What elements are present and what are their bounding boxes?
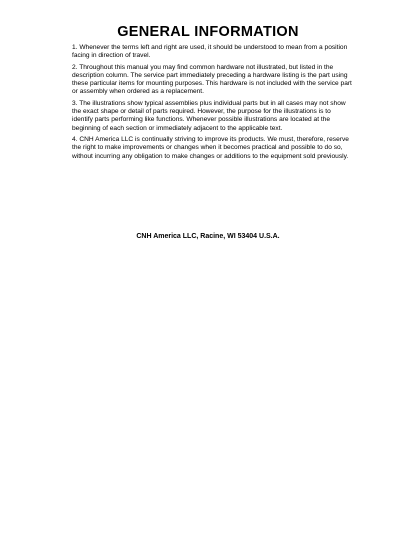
paragraph-1: 1. Whenever the terms left and right are used, it should be understood to mean from a position facing in direction of travel. xyxy=(72,44,348,60)
page-title: GENERAL INFORMATION xyxy=(117,24,299,40)
company-address-footer: CNH America LLC, Racine, WI 53404 U.S.A. xyxy=(136,233,280,240)
paragraph-3: 3. The illustrations show typical assemblies plus individual parts but in all cases may not show the exact shape or detail of parts required. However, the purpose for the illustrations is to identify parts performing like functions. Whenever possible illustrations are located at the beginning of each section or immediately adjacent to the applicable text. xyxy=(72,99,346,132)
paragraph-2: 2. Throughout this manual you may find common hardware not illustrated, but listed in the description column. The service part immediately preceding a hardware listing is the part using these particular items for mounting purposes. This hardware is not included with the service part or assembly when ordered as a replacement. xyxy=(72,63,352,96)
paragraph-4: 4. CNH America LLC is continually striving to improve its products. We must, therefore, reserve the right to make improvements or changes when it becomes practical and possible to do so, without incurring any obligation to make changes or additions to the equipment sold previously. xyxy=(72,135,349,160)
document-body xyxy=(72,44,352,164)
